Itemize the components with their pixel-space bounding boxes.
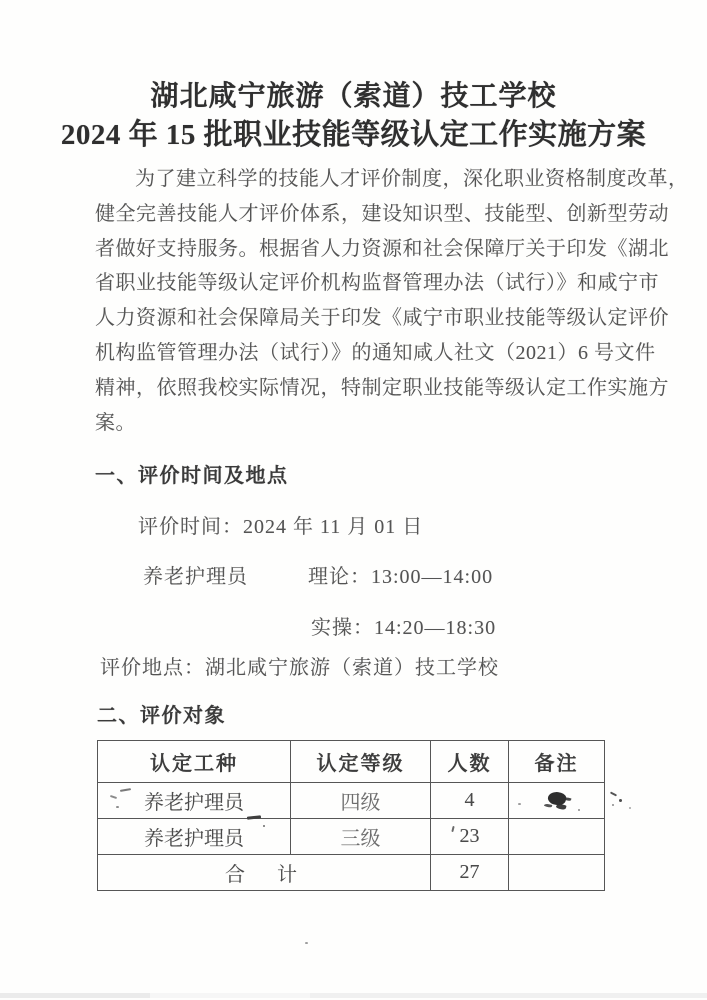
cell-count: 23 [431,819,509,855]
intro-line: 机构监管管理办法（试行）》的通知咸人社文（2021）6 号文件 [95,341,656,364]
scan-edge-segment [310,993,707,998]
evaluation-location-line: 评价地点：湖北咸宁旅游（索道）技工学校 [100,657,499,679]
section1-heading: 一、评价时间及地点 [95,465,289,487]
intro-line: 人力资源和社会保障局关于印发《咸宁市职业技能等级认定评价 [95,307,669,330]
cell-total-note [509,855,605,891]
cell-level: 四级 [291,783,431,819]
header-count: 人数 [431,741,509,783]
table-row [98,819,605,855]
table-header-row [98,741,605,783]
stray-mark [610,791,617,796]
stray-speck [629,807,631,809]
header-level: 认定等级 [291,741,431,783]
cell-count: 4 [431,783,509,819]
stray-speck [619,799,622,802]
practice-time: 实操：14:20—18:30 [311,617,497,639]
document-title-line2: 2024 年 15 批职业技能等级认定工作实施方案 [60,119,647,151]
stray-speck [612,804,614,806]
table-row [98,783,605,819]
scan-edge [0,992,707,1000]
intro-line: 案。 [95,411,136,434]
theory-time: 理论：13:00—14:00 [308,566,494,588]
stray-speck [305,942,308,944]
occupation-label: 养老护理员 [143,566,248,588]
intro-line: 者做好支持服务。根据省人力资源和社会保障厅关于印发《湖北 [95,237,669,260]
section2-heading: 二、评价对象 [97,705,226,727]
header-occupation: 认定工种 [98,741,291,783]
document-title-line1: 湖北咸宁旅游（索道）技工学校 [150,81,557,112]
intro-line: 精神，依照我校实际情况，特制定职业技能等级认定工作实施方 [95,376,669,399]
intro-paragraph [95,162,689,440]
evaluation-table [97,740,605,891]
evaluation-time-line: 评价时间：2024 年 11 月 01 日 [138,516,424,538]
scan-edge-segment [0,993,150,998]
intro-line: 为了建立科学的技能人才评价制度，深化职业资格制度改革， [135,168,689,190]
cell-occupation: 养老护理员 [98,819,291,855]
cell-total-label: 合 计 [98,855,431,891]
cell-note [509,819,605,855]
cell-level: 三级 [291,819,431,855]
table-total-row [98,855,605,891]
cell-total-count: 27 [431,855,509,891]
cell-note [509,783,605,819]
cell-occupation: 养老护理员 [98,783,291,819]
scan-edge-segment [150,993,310,998]
intro-line: 健全完善技能人才评价体系，建设知识型、技能型、创新型劳动 [95,202,669,225]
header-note: 备注 [509,741,605,783]
intro-line: 省职业技能等级认定评价机构监督管理办法（试行）》和咸宁市 [95,272,659,295]
